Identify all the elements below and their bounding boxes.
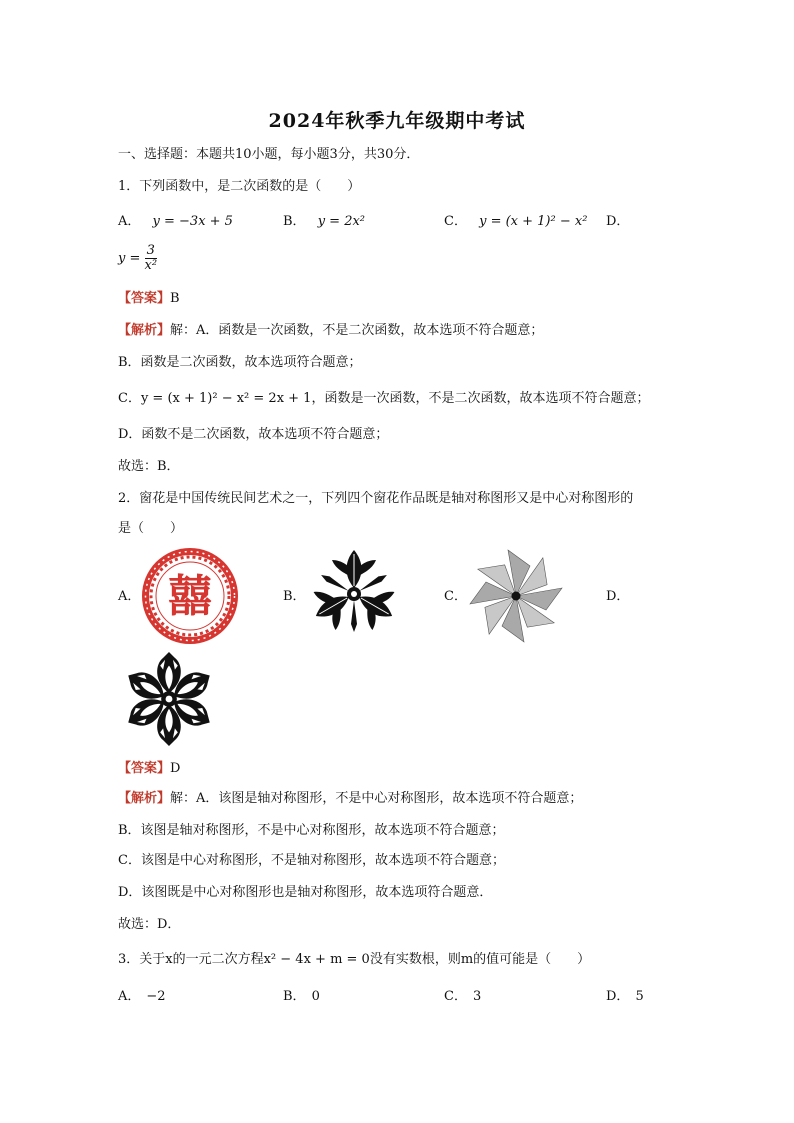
q2-stem-line1: 2．窗花是中国传统民间艺术之一，下列四个窗花作品既是轴对称图形又是中心对称图形的: [118, 491, 634, 506]
q1-option-d-label: D．: [606, 214, 630, 229]
q1-option-a: A． y = −3x + 5: [118, 214, 233, 229]
q2-label-b: B．: [283, 589, 306, 604]
double-happiness-glyph: 囍: [168, 571, 212, 622]
paper-cut-three-leaf-crest-icon: [306, 546, 402, 642]
q3-option-b: B． 0: [283, 989, 320, 1004]
q2-label-c: C．: [444, 589, 467, 604]
q1-option-c: C． y = (x + 1)² − x²: [444, 214, 588, 229]
q1-analysis-1: 【解析】解：A．函数是一次函数，不是二次函数，故本选项不符合题意；: [118, 323, 544, 338]
fraction: $\frac{3}{\text{x²}}$: [144, 243, 158, 273]
q3-option-c: C． 3: [444, 989, 482, 1004]
q2-analysis-2: B．该图是轴对称图形，不是中心对称图形，故本选项不符合题意；: [118, 823, 505, 838]
q2-analysis-5: 故选：D．: [118, 917, 181, 932]
q2-analysis-1: 【解析】解：A．该图是轴对称图形，不是中心对称图形，故本选项不符合题意；: [118, 791, 583, 806]
q1-answer: 【答案】B: [118, 291, 180, 306]
q2-label-d: D．: [606, 589, 630, 604]
q2-analysis-4: D．该图既是中心对称图形也是轴对称图形，故本选项符合题意．: [118, 885, 493, 900]
q1-option-b: B． y = 2x²: [283, 214, 366, 229]
q1-stem: 1．下列函数中，是二次函数的是（ ）: [118, 179, 361, 194]
paper-cut-double-happiness-icon: [140, 546, 240, 646]
q1-analysis-5: 故选：B．: [118, 459, 180, 474]
q2-answer: 【答案】D: [118, 761, 181, 776]
q3-option-a: A． −2: [118, 989, 166, 1004]
q1-option-d-expr: y = $\frac{3}{\text{x²}}$: [118, 243, 158, 273]
section-heading: 一、选择题：本题共10小题，每小题3分，共30分．: [118, 147, 420, 162]
q3-stem: 3．关于x的一元二次方程x² − 4x + m = 0没有实数根，则m的值可能是（ ）: [118, 952, 591, 967]
q1-analysis-3: C．y = (x + 1)² − x² = 2x + 1，函数是一次函数，不是二次函数，故本选项不符合题意；: [118, 391, 650, 406]
q1-analysis-4: D．函数不是二次函数，故本选项不符合题意；: [118, 427, 389, 442]
paper-cut-pinwheel-icon: [466, 546, 566, 646]
page-title: 2024年秋季九年级期中考试: [268, 110, 526, 132]
q2-label-a: A．: [118, 589, 141, 604]
q3-option-d: D． 5: [606, 989, 644, 1004]
q1-analysis-2: B．函数是二次函数，故本选项符合题意；: [118, 355, 362, 370]
paper-cut-floral-star-icon: [120, 650, 218, 748]
q2-stem-line2: 是（ ）: [118, 521, 184, 536]
q2-analysis-3: C．该图是中心对称图形，不是轴对称图形，故本选项不符合题意；: [118, 853, 505, 868]
